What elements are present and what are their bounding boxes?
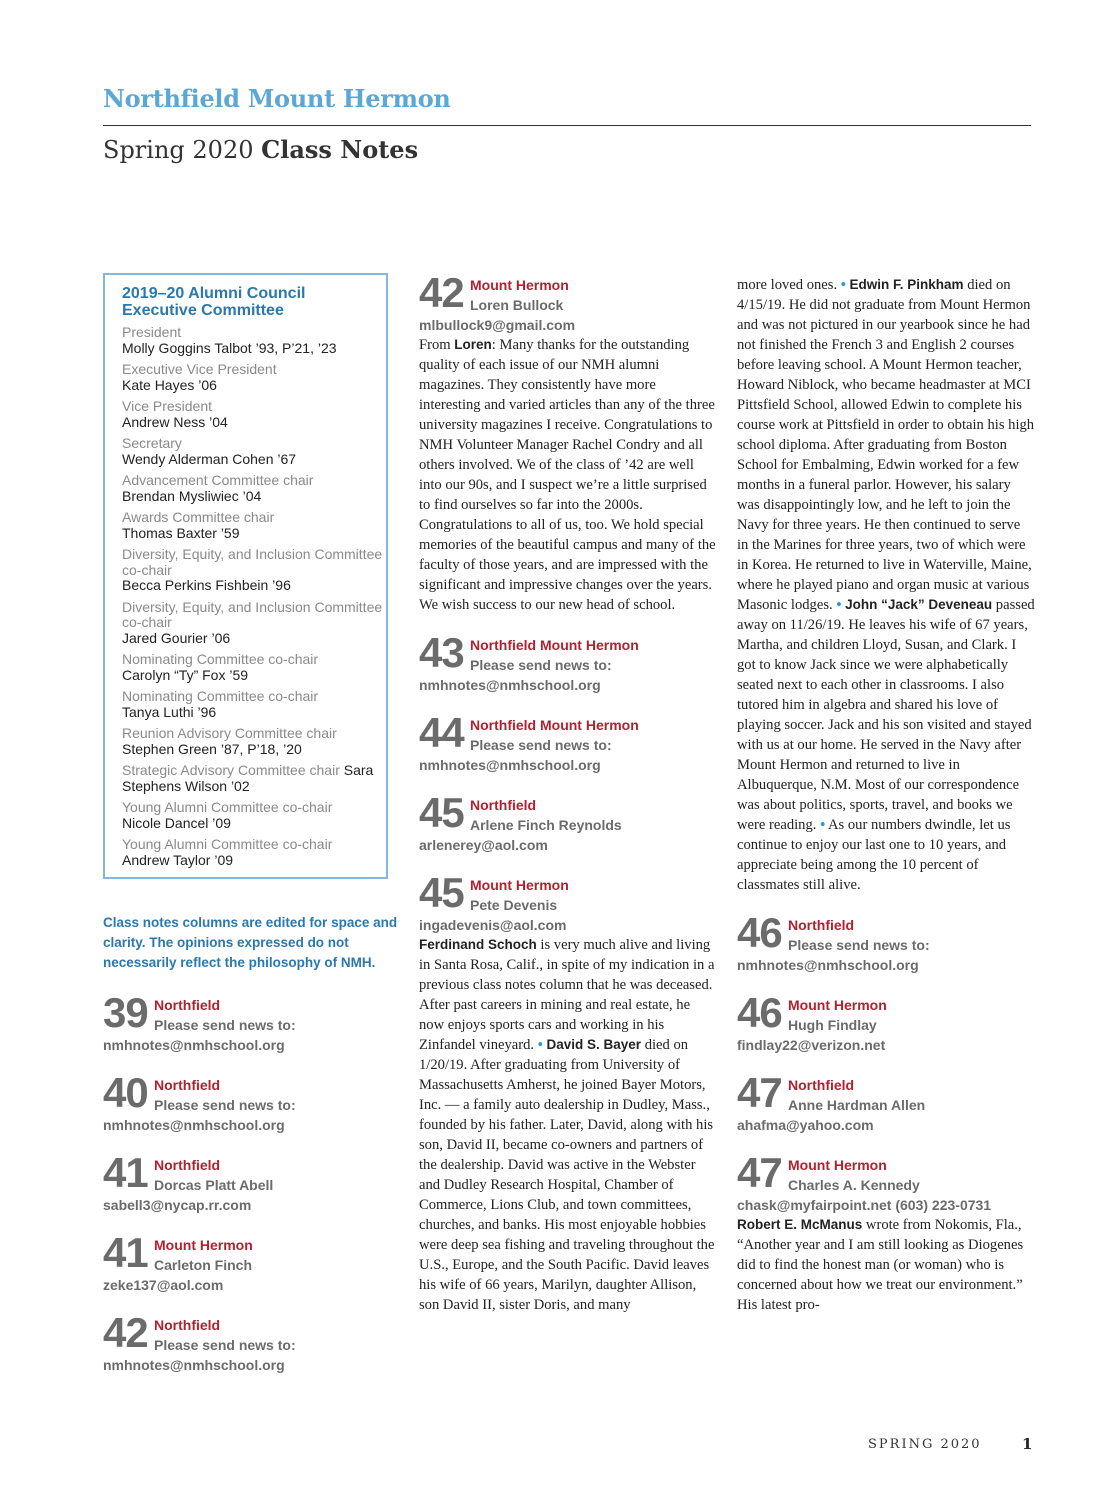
class-year: 42 bbox=[103, 1309, 148, 1356]
class-secretary: Please send news to: bbox=[470, 657, 612, 673]
campus-label: Mount Hermon bbox=[788, 997, 887, 1013]
campus-label: Northfield bbox=[470, 797, 537, 813]
class-secretary: Please send news to: bbox=[470, 737, 612, 753]
alumni-council-box bbox=[103, 273, 388, 879]
entry-header bbox=[103, 1309, 401, 1356]
class-note-entry bbox=[103, 1069, 401, 1135]
class-note-entry bbox=[737, 989, 1035, 1055]
member-role: Diversity, Equity, and Inclusion Committee co-chair bbox=[122, 598, 383, 630]
column-left bbox=[103, 989, 401, 1395]
note-body bbox=[419, 335, 717, 615]
note-body bbox=[419, 935, 717, 1315]
class-note-entry bbox=[103, 1149, 401, 1215]
member-name: Brendan Mysliwiec ’04 bbox=[122, 487, 262, 504]
page-title bbox=[103, 135, 418, 164]
campus-label: Mount Hermon bbox=[470, 877, 569, 893]
bullet-separator: • bbox=[820, 817, 826, 833]
contact-email[interactable]: nmhnotes@nmhschool.org bbox=[419, 757, 601, 773]
contact-email[interactable]: mlbullock9@gmail.com bbox=[419, 317, 576, 333]
council-member bbox=[122, 547, 386, 594]
note-text: passed away on 11/26/19. He leaves his wife of 67 years, Martha, and children Lloyd, Susan, and Clark. I got to know Jack since we were alphabetically seated next to each other in classrooms. I also tutored him in algebra and shared his love of playing soccer. Jack and his son visited and stayed with us at our home. He served in the Navy after Mount Hermon and returned to live in Albuquerque, N.M. Most of our correspondence was about politics, sports, travel, and books we were reading. bbox=[737, 597, 1035, 833]
contact-email[interactable]: ahafma@yahoo.com bbox=[737, 1117, 874, 1133]
entry-header bbox=[737, 909, 1035, 956]
member-name: Kate Hayes ’06 bbox=[122, 376, 217, 393]
member-role: Young Alumni Committee co-chair bbox=[122, 836, 333, 852]
member-name: Andrew Ness ’04 bbox=[122, 413, 228, 430]
contact-email[interactable]: sabell3@nycap.rr.com bbox=[103, 1197, 252, 1213]
member-name: Molly Goggins Talbot ’93, P’21, ’23 bbox=[122, 339, 337, 356]
class-year: 42 bbox=[419, 269, 464, 316]
issue-label: Spring 2020 bbox=[103, 136, 254, 164]
entry-header bbox=[737, 1149, 1035, 1196]
council-member bbox=[122, 600, 386, 647]
class-secretary: Carleton Finch bbox=[154, 1257, 253, 1273]
page-number: 1 bbox=[1022, 1435, 1033, 1453]
member-role: Nominating Committee co-chair bbox=[122, 688, 319, 704]
campus-label: Northfield Mount Hermon bbox=[470, 637, 639, 653]
campus-label: Northfield bbox=[154, 1157, 221, 1173]
council-member bbox=[122, 837, 386, 868]
class-secretary: Loren Bullock bbox=[470, 297, 564, 313]
member-role: Advancement Committee chair bbox=[122, 472, 314, 488]
class-secretary: Please send news to: bbox=[788, 937, 930, 953]
member-role: Vice President bbox=[122, 398, 213, 414]
classmate-name: Loren bbox=[454, 337, 492, 352]
council-member bbox=[122, 399, 386, 430]
entry-header bbox=[419, 789, 717, 836]
bullet-separator: • bbox=[537, 1037, 543, 1053]
class-note-entry bbox=[737, 909, 1035, 975]
campus-label: Northfield Mount Hermon bbox=[470, 717, 639, 733]
council-member bbox=[122, 689, 386, 720]
member-name: Thomas Baxter ’59 bbox=[122, 524, 240, 541]
campus-label: Mount Hermon bbox=[470, 277, 569, 293]
class-year: 46 bbox=[737, 989, 782, 1036]
box-title-line: Executive Committee bbox=[122, 302, 284, 319]
class-year: 40 bbox=[103, 1069, 148, 1116]
classmate-name: Edwin F. Pinkham bbox=[849, 277, 964, 292]
contact-email[interactable]: ingadevenis@aol.com bbox=[419, 917, 567, 933]
note-text: more loved ones. bbox=[737, 277, 841, 293]
entry-header bbox=[103, 1069, 401, 1116]
class-secretary: Dorcas Platt Abell bbox=[154, 1177, 274, 1193]
contact-email[interactable]: nmhnotes@nmhschool.org bbox=[103, 1037, 285, 1053]
note-text: From bbox=[419, 337, 455, 353]
class-year: 39 bbox=[103, 989, 148, 1036]
campus-label: Northfield bbox=[788, 917, 855, 933]
box-title bbox=[122, 285, 386, 319]
member-role-text: Strategic Advisory Committee chair bbox=[122, 762, 340, 778]
campus-label: Northfield bbox=[154, 1317, 221, 1333]
brand-title: Northfield Mount Hermon bbox=[103, 84, 451, 113]
contact-email[interactable]: nmhnotes@nmhschool.org bbox=[103, 1357, 285, 1373]
class-note-entry bbox=[103, 1309, 401, 1375]
column-right bbox=[737, 275, 1035, 1335]
contact-email[interactable]: findlay22@verizon.net bbox=[737, 1037, 886, 1053]
member-name: Wendy Alderman Cohen ’67 bbox=[122, 450, 297, 467]
class-year: 46 bbox=[737, 909, 782, 956]
class-secretary: Please send news to: bbox=[154, 1097, 296, 1113]
bullet-separator: • bbox=[840, 277, 846, 293]
entry-header bbox=[419, 269, 717, 316]
member-name: Stephen Green ’87, P’18, ’20 bbox=[122, 740, 302, 757]
classmate-name: Ferdinand Schoch bbox=[419, 937, 537, 952]
class-year: 41 bbox=[103, 1229, 148, 1276]
class-year: 47 bbox=[737, 1069, 782, 1116]
member-name: Andrew Taylor ’09 bbox=[122, 851, 234, 868]
contact-email[interactable]: nmhnotes@nmhschool.org bbox=[737, 957, 919, 973]
classmate-name: John “Jack” Deveneau bbox=[845, 597, 993, 612]
member-role: Awards Committee chair bbox=[122, 509, 275, 525]
member-role: Nominating Committee co-chair bbox=[122, 651, 319, 667]
contact-email[interactable]: arlenerey@aol.com bbox=[419, 837, 548, 853]
class-year: 45 bbox=[419, 789, 464, 836]
class-secretary: Charles A. Kennedy bbox=[788, 1177, 920, 1193]
entry-header bbox=[419, 869, 717, 916]
entry-header bbox=[419, 709, 717, 756]
member-name: Becca Perkins Fishbein ’96 bbox=[122, 577, 291, 593]
council-member bbox=[122, 800, 386, 831]
class-secretary: Arlene Finch Reynolds bbox=[470, 817, 622, 833]
council-member bbox=[122, 436, 386, 467]
class-secretary: Pete Devenis bbox=[470, 897, 558, 913]
note-text: is very much alive and living in Santa Rosa, Calif., in spite of my indication in a previous class notes column that he was deceased. After past careers in mining and real estate, he now enjoys sports cars and working in his Zinfandel vineyard. bbox=[419, 937, 715, 1053]
column-middle bbox=[419, 269, 717, 1335]
classmate-name: David S. Bayer bbox=[546, 1037, 642, 1052]
class-note-entry bbox=[419, 709, 717, 775]
member-name: Jared Gourier ’06 bbox=[122, 629, 231, 646]
campus-label: Northfield bbox=[154, 1077, 221, 1093]
council-member bbox=[122, 763, 386, 794]
class-note-entry bbox=[419, 629, 717, 695]
campus-label: Northfield bbox=[154, 997, 221, 1013]
member-role: Reunion Advisory Committee chair bbox=[122, 725, 337, 741]
class-note-entry bbox=[103, 1229, 401, 1295]
council-member bbox=[122, 726, 386, 757]
member-name: Carolyn “Ty” Fox ’59 bbox=[122, 666, 249, 683]
classmate-name: Robert E. McManus bbox=[737, 1217, 863, 1232]
member-list bbox=[122, 325, 386, 868]
campus-label: Northfield bbox=[788, 1077, 855, 1093]
note-text: As our numbers dwindle, let us continue to enjoy our last one to 10 years, and appreciate being among the 10 percent of classmates still alive. bbox=[737, 817, 1011, 893]
note-text: : Many thanks for the outstanding quality of each issue of our NMH alumni magazines. They consistently have more interesting and varied articles than any of the three university magazines I receive. Congratulations to NMH Volunteer Manager Rachel Condry and all others involved. We of the class of ’42 are well into our 90s, and I suspect we’re a little surprised to find ourselves so far into the 2000s. Congratulations to all of us, too. We hold special memories of the beautiful campus and many of the faculty of those years, and are impressed with the significant and impressive changes over the years. We wish success to our new head of school. bbox=[419, 337, 716, 613]
member-role: President bbox=[122, 324, 182, 340]
council-member bbox=[122, 510, 386, 541]
member-name: Nicole Dancel ’09 bbox=[122, 814, 231, 831]
entry-header bbox=[419, 629, 717, 676]
member-role: Diversity, Equity, and Inclusion Committee co-chair bbox=[122, 546, 383, 578]
contact-email[interactable]: chask@myfairpoint.net (603) 223-0731 bbox=[737, 1197, 992, 1213]
member-role: Young Alumni Committee co-chair bbox=[122, 799, 333, 815]
entry-header bbox=[103, 1149, 401, 1196]
class-year: 45 bbox=[419, 869, 464, 916]
class-note-entry bbox=[737, 275, 1035, 895]
class-note-entry bbox=[103, 989, 401, 1055]
class-note-entry bbox=[419, 269, 717, 615]
footer-issue: SPRING 2020 bbox=[868, 1437, 982, 1452]
note-text: wrote from Nokomis, Fla., “Another year and I am still looking as Diogenes did to find the honest man (or woman) who is concerned about how we treat our environment.” His latest pro- bbox=[737, 1217, 1024, 1313]
council-member bbox=[122, 325, 386, 356]
member-role bbox=[122, 763, 386, 794]
campus-label: Mount Hermon bbox=[788, 1157, 887, 1173]
note-body bbox=[737, 1215, 1035, 1315]
disclaimer: Class notes columns are edited for space and clarity. The opinions expressed do not necessarily reflect the philosophy of NMH. bbox=[103, 915, 398, 970]
header-rule bbox=[103, 125, 1031, 126]
entry-header bbox=[737, 1069, 1035, 1116]
class-note-entry bbox=[737, 1149, 1035, 1315]
member-role: Secretary bbox=[122, 435, 182, 451]
class-note-entry bbox=[419, 789, 717, 855]
contact-email[interactable]: zeke137@aol.com bbox=[103, 1277, 224, 1293]
entry-header bbox=[103, 1229, 401, 1276]
bullet-separator: • bbox=[836, 597, 842, 613]
council-member bbox=[122, 473, 386, 504]
class-note-entry bbox=[737, 1069, 1035, 1135]
entry-header bbox=[737, 989, 1035, 1036]
note-body bbox=[737, 275, 1035, 895]
class-year: 43 bbox=[419, 629, 464, 676]
class-secretary: Please send news to: bbox=[154, 1337, 296, 1353]
section-label: Class Notes bbox=[261, 135, 419, 164]
member-name: Tanya Luthi ’96 bbox=[122, 703, 217, 720]
campus-label: Mount Hermon bbox=[154, 1237, 253, 1253]
class-year: 44 bbox=[419, 709, 464, 756]
council-member bbox=[122, 362, 386, 393]
contact-email[interactable]: nmhnotes@nmhschool.org bbox=[419, 677, 601, 693]
box-title-line: 2019–20 Alumni Council bbox=[122, 285, 306, 302]
class-note-entry bbox=[419, 869, 717, 1315]
class-secretary: Anne Hardman Allen bbox=[788, 1097, 926, 1113]
class-secretary: Hugh Findlay bbox=[788, 1017, 877, 1033]
council-member bbox=[122, 652, 386, 683]
contact-email[interactable]: nmhnotes@nmhschool.org bbox=[103, 1117, 285, 1133]
note-text: died on 4/15/19. He did not graduate from Mount Hermon and was not pictured in our yearbook since he had not finished the French 3 and English 2 courses before leaving school. A Mount Hermon teacher, Howard Niblock, who became headmaster at MCI Pittsfield School, allowed Edwin to complete his course work at Pittsfield in order to obtain his high school diploma. After graduating from Boston School for Embalming, Edwin worked for a few months in a funeral parlor. However, his salary was disappointingly low, and he left to join the Navy for three years. He then continued to serve in the Marines for three years, two of which were in Korea. He returned to live in Waterville, Maine, where he played piano and organ music at various Masonic lodges. bbox=[737, 277, 1035, 613]
note-text: died on 1/20/19. After graduating from University of Massachusetts Amherst, he joined Bayer Motors, Inc. — a family auto dealership in Dudley, Mass., founded by his father. Later, David, along with his son, David II, became co-owners and partners of the dealership. David was active in the Webster and Dudley Research Hospital, Chamber of Commerce, Lions Club, and town committees, churches, and banks. His most enjoyable hobbies were deep sea fishing and traveling throughout the U.S., Europe, and the South Pacific. David leaves his wife of 66 years, Marilyn, daughter Allison, son David II, sister Doris, and many bbox=[419, 1037, 715, 1313]
member-role: Executive Vice President bbox=[122, 361, 277, 377]
entry-header bbox=[103, 989, 401, 1036]
class-year: 41 bbox=[103, 1149, 148, 1196]
member-name: Sara Stephens Wilson ’02 bbox=[122, 762, 374, 794]
class-year: 47 bbox=[737, 1149, 782, 1196]
class-secretary: Please send news to: bbox=[154, 1017, 296, 1033]
